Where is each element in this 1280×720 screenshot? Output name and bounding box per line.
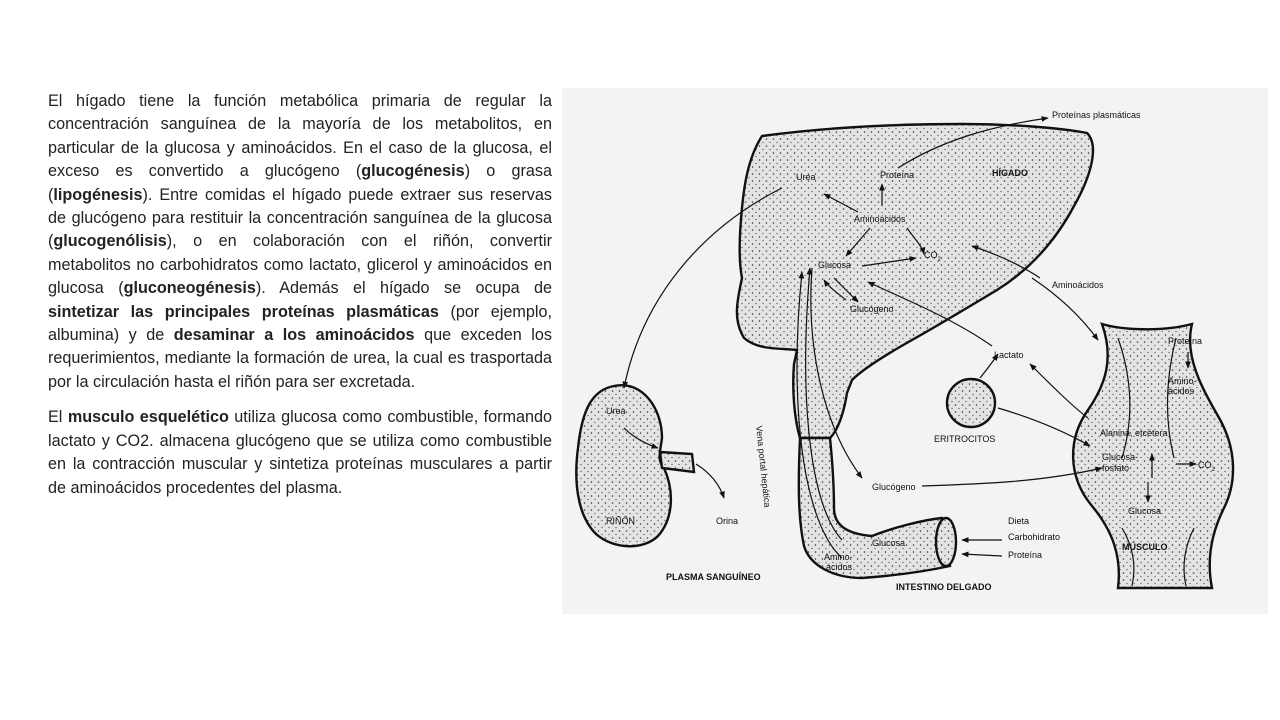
label-intestino-delgado: INTESTINO DELGADO xyxy=(896,582,992,592)
label-urea-kidney: Urea xyxy=(606,406,626,416)
label-dieta: Dieta xyxy=(1008,516,1030,526)
term-glucogenolisis: glucogenólisis xyxy=(53,232,167,251)
label-carbohidrato: Carbohidrato xyxy=(1008,532,1061,542)
label-glucosa-liver: Glucosa xyxy=(818,260,852,270)
diagram-svg xyxy=(562,88,1268,614)
label-co2-liver: $CO_2$ xyxy=(924,250,941,263)
label-proteinas-plasmaticas: Proteínas plasmáticas xyxy=(1052,110,1141,120)
erythrocyte-cell xyxy=(947,379,995,427)
label-glucosa-fosfato-1: Glucosa- xyxy=(1102,452,1139,462)
text-column xyxy=(48,90,552,512)
term-desaminar: desaminar a los aminoácidos xyxy=(173,326,415,345)
label-urea-liver: Urea xyxy=(796,172,816,182)
label-amino-muscle-1: Amino- xyxy=(1168,376,1197,386)
term-glucogenesis: glucogénesis xyxy=(361,162,465,181)
label-lactato: Lactato xyxy=(994,350,1024,360)
label-glucosa-intestine: Glucosa xyxy=(872,538,906,548)
arrow-muscle-lactato xyxy=(1030,364,1088,418)
label-plasma-sanguineo: PLASMA SANGUÍNEO xyxy=(666,572,761,582)
liver-shape xyxy=(737,124,1093,438)
label-glucogeno-liver: Glucógeno xyxy=(850,304,894,314)
label-higado: HÍGADO xyxy=(992,168,1028,178)
label-glucosa-fosfato-2: fosfato xyxy=(1102,463,1130,473)
label-musculo: MÚSCULO xyxy=(1122,542,1168,552)
label-proteina-muscle: Proteína xyxy=(1168,336,1203,346)
arrow-proteina-dieta xyxy=(962,554,1002,556)
label-proteina-dieta: Proteína xyxy=(1008,550,1043,560)
term-gluconeogenesis: gluconeogénesis xyxy=(123,279,256,298)
label-eritrocitos: ERITROCITOS xyxy=(934,434,996,444)
term-lipogenesis: lipogénesis xyxy=(53,185,143,204)
label-amino-intestine-2: ácidos xyxy=(826,562,853,572)
paragraph-muscle: El musculo esquelético utiliza glucosa como combustible, formando lactato y CO2. almacena glucógeno que se utiliza como combustible en la contracción muscular y sintetiza proteínas musculares a partir de aminoácidos procedentes del plasma. xyxy=(48,408,552,497)
label-proteina-liver: Proteína xyxy=(880,170,915,180)
label-co2-muscle: $CO_2$ xyxy=(1198,460,1215,473)
paragraph-liver: El hígado tiene la función metabólica primaria de regular la concentración sanguínea de la mayoría de los metabolitos, en particular de la glucosa y aminoácidos. En el caso de la glucosa, el exceso es convertido a glucógeno (glucogénesis) o grasa (lipogénesis). Entre comidas el hígado puede extraer sus reservas de glucógeno para restituir la concentración sanguínea de la glucosa (glucogenólisis), o en colaboración con el riñón, convertir metabolitos no carbohidratos como lactato, glicerol y aminoácidos en glucosa (gluconeogénesis). Además el hígado se ocupa de sintetizar las principales proteínas plasmáticas (por ejemplo, albumina) y de desaminar a los aminoácidos que exceden los requerimientos, mediante la formación de urea, la cual es trasportada por la circulación hasta el riñón para ser excretada. xyxy=(48,92,552,391)
label-amino-intestine-1: Amino- xyxy=(824,552,853,562)
intestine-opening xyxy=(936,518,956,566)
label-glucogeno-bottom: Glucógeno xyxy=(872,482,916,492)
ureter xyxy=(660,452,694,472)
label-orina: Orina xyxy=(716,516,739,526)
metabolism-diagram xyxy=(562,88,1268,614)
label-vena-portal-hepatica: Vena portal hepática xyxy=(754,425,773,508)
label-alanina: Alanina, etcétera xyxy=(1100,428,1168,438)
arrow-kidney-orina xyxy=(696,464,724,498)
term-sintetizar: sintetizar las principales proteínas plasmáticas xyxy=(48,302,439,321)
label-glucosa-muscle: Glucosa xyxy=(1128,506,1162,516)
label-amino-muscle-2: ácidos xyxy=(1168,386,1195,396)
portal-vein-intestine xyxy=(799,438,950,578)
label-aminoacidos-right: Aminoácidos xyxy=(1052,280,1104,290)
term-musculo: musculo esquelético xyxy=(67,408,229,427)
label-rinon: RIÑÓN xyxy=(606,516,635,526)
label-aminoacidos-liver: Aminoácidos xyxy=(854,214,906,224)
